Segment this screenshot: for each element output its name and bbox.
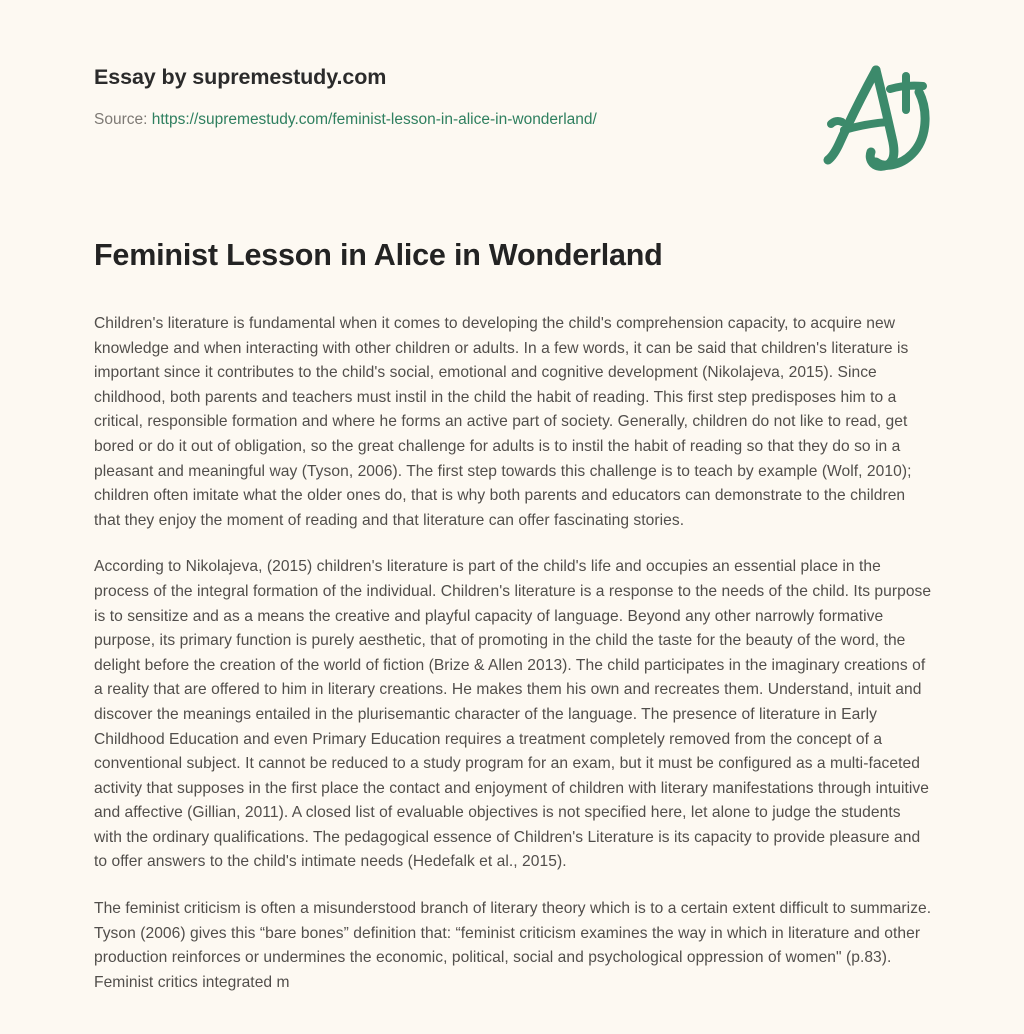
source-url-link[interactable]: https://supremestudy.com/feminist-lesson-in-alice-in-wonderland/ <box>151 111 597 128</box>
paragraph: The feminist criticism is often a misunderstood branch of literary theory which is to a certain extent difficult to summarize. Tyson (2006) gives this “bare bones” definition that: “feminist criticism examines the way in which in literature and other production reinforces or undermines the economic, political, social and psychological oppression of women" (p.83). Feminist critics integrated m <box>94 900 932 991</box>
paragraph: According to Nikolajeva, (2015) children's literature is part of the child's life and occupies an essential place in the process of the integral formation of the individual. Children's literature is a response to the needs of the child. Its purpose is to sensitize and as a means the creative and playful capacity of language. Beyond any other narrowly formative purpose, its primary function is purely aesthetic, that of promoting in the child the taste for the beauty of the word, the delight before the creation of the world of fiction (Brize & Allen 2013). The child participates in the imaginary creations of a reality that are offered to him in literary creations. He makes them his own and recreates them. Understand, intuit and discover the meanings entailed in the plurisemantic character of the language. The presence of literature in Early Childhood Education and even Primary Education requires a treatment completely removed from the concept of a conventional subject. It cannot be reduced to a study program for an exam, but it must be configured as a multi-faceted activity that supposes in the first place the contact and enjoyment of children with literary manifestations through intuitive and affective (Gillian, 2011). A closed list of evaluable objectives is not specified here, let alone to judge the students with the ordinary qualifications. The pedagogical essence of Children's Literature is its capacity to provide pleasure and to offer answers to the child's intimate needs (Hedefalk et al., 2015). <box>94 558 932 871</box>
page-title: Feminist Lesson in Alice in Wonderland <box>94 238 663 272</box>
a-plus-logo <box>818 58 938 173</box>
brand-title: Essay by supremestudy.com <box>94 65 387 89</box>
paragraph: Children's literature is fundamental when it comes to developing the child's comprehension capacity, to acquire new knowledge and when interacting with other children or adults. In a few words, it can be said that children's literature is important since it contributes to the child's social, emotional and cognitive development (Nikolajeva, 2015). Since childhood, both parents and teachers must instil in the child the habit of reading. This first step predisposes him to a critical, responsible formation and where he forms an active part of society. Generally, children do not like to read, get bored or do it out of obligation, so the great challenge for adults is to instil the habit of reading so that they do so in a pleasant and meaningful way (Tyson, 2006). The first step towards this challenge is to teach by example (Wolf, 2010); children often imitate what the older ones do, that is why both parents and educators can demonstrate to the children that they enjoy the moment of reading and that literature can offer fascinating stories. <box>94 315 912 529</box>
source-line <box>94 110 944 130</box>
article <box>94 236 932 995</box>
article-body <box>94 312 932 995</box>
source-label: Source: <box>94 111 152 128</box>
page-header <box>94 64 944 184</box>
a-plus-logo-icon <box>818 58 938 173</box>
